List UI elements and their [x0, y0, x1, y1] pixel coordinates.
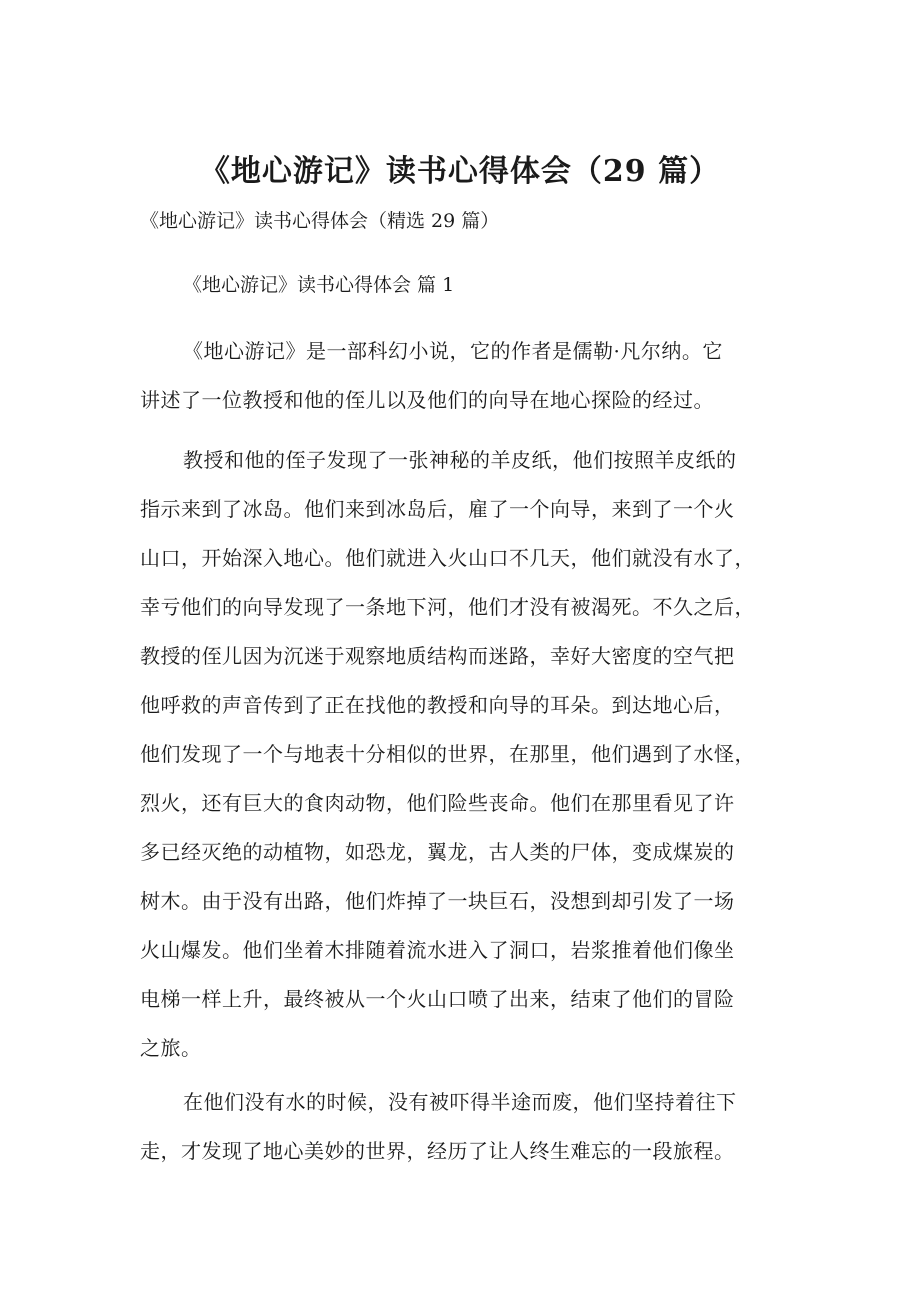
document-title: 《地心游记》读书心得体会（29 篇）	[199, 154, 721, 189]
paragraph-line: 指示来到了冰岛。他们来到冰岛后，雇了一个向导，来到了一个火	[140, 497, 735, 521]
paragraph-line: 山口，开始深入地心。他们就进入火山口不几天，他们就没有水了，	[140, 546, 755, 570]
paragraph-line: 他们发现了一个与地表十分相似的世界，在那里，他们遇到了水怪，	[140, 742, 755, 766]
document-subtitle: 《地心游记》读书心得体会（精选 29 篇）	[140, 210, 500, 232]
paragraph-line: 之旅。	[140, 1036, 202, 1060]
paragraph-line: 烈火，还有巨大的食肉动物，他们险些丧命。他们在那里看见了许	[140, 791, 735, 815]
paragraph-line: 讲述了一位教授和他的侄儿以及他们的向导在地心探险的经过。	[140, 388, 714, 412]
paragraph-3	[140, 1078, 800, 1176]
paragraph-line: 树木。由于没有出路，他们炸掉了一块巨石，没想到却引发了一场	[140, 889, 735, 913]
paragraph-line: 火山爆发。他们坐着木排随着流水进入了洞口，岩浆推着他们像坐	[140, 938, 735, 962]
paragraph-line: 走，才发现了地心美妙的世界，经历了让人终生难忘的一段旅程。	[140, 1139, 735, 1163]
section-heading: 《地心游记》读书心得体会 篇 1	[183, 274, 455, 296]
paragraph-line: 他呼救的声音传到了正在找他的教授和向导的耳朵。到达地心后，	[140, 693, 735, 717]
paragraph-line: 《地心游记》是一部科幻小说，它的作者是儒勒·凡尔纳。它	[183, 339, 723, 363]
paragraph-1	[140, 327, 800, 425]
paragraph-line: 幸亏他们的向导发现了一条地下河，他们才没有被渴死。不久之后，	[140, 595, 755, 619]
paragraph-line: 教授和他的侄子发现了一张神秘的羊皮纸，他们按照羊皮纸的	[183, 448, 737, 472]
paragraph-line: 多已经灭绝的动植物，如恐龙，翼龙，古人类的尸体，变成煤炭的	[140, 840, 735, 864]
paragraph-line: 教授的侄儿因为沉迷于观察地质结构而迷路，幸好大密度的空气把	[140, 644, 735, 668]
paragraph-line: 在他们没有水的时候，没有被吓得半途而废，他们坚持着往下	[183, 1090, 737, 1114]
paragraph-line: 电梯一样上升，最终被从一个火山口喷了出来，结束了他们的冒险	[140, 987, 735, 1011]
paragraph-2	[140, 436, 800, 1073]
